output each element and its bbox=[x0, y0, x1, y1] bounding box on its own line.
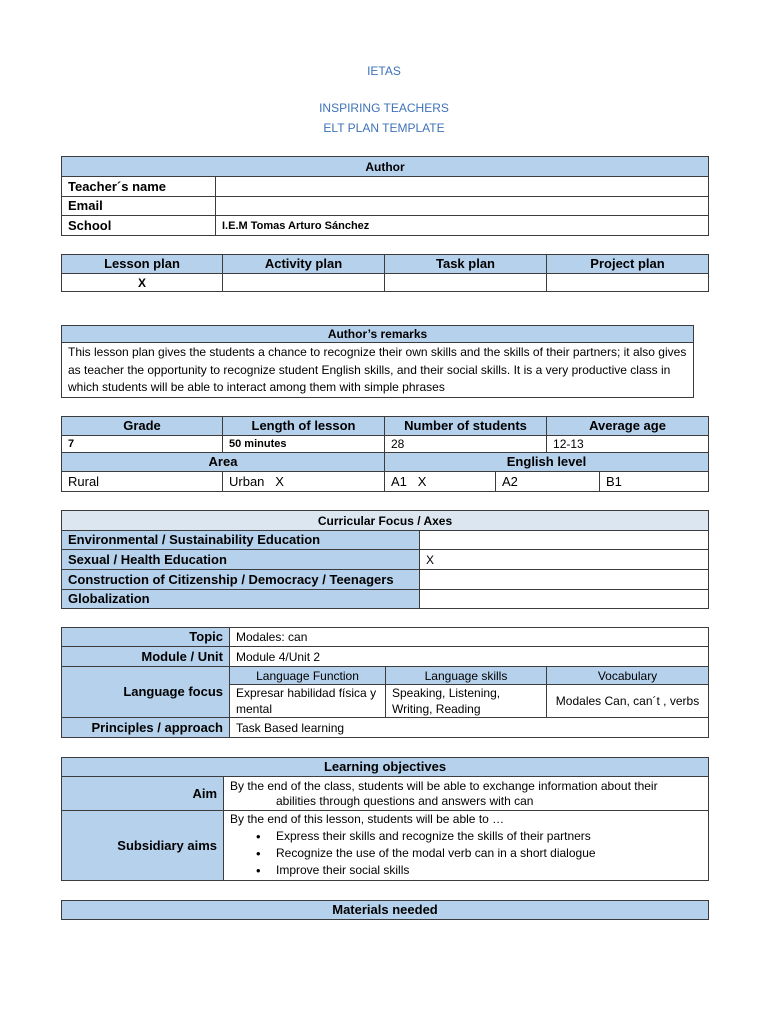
curricular-citizenship-mark[interactable] bbox=[420, 570, 709, 590]
lesson-details-table bbox=[61, 627, 709, 738]
subsidiary-aims-value[interactable] bbox=[224, 811, 709, 881]
email-label: Email bbox=[62, 197, 216, 216]
aim-line-2: abilities through questions and answers with can bbox=[276, 793, 534, 808]
vocabulary-header: Vocabulary bbox=[547, 667, 709, 685]
plan-type-table bbox=[61, 254, 709, 292]
level-b1[interactable]: B1 bbox=[600, 472, 709, 492]
plan-mark-activity[interactable] bbox=[223, 274, 385, 292]
email-field[interactable] bbox=[216, 197, 709, 216]
module-label: Module / Unit bbox=[62, 647, 230, 667]
curricular-globalization-label: Globalization bbox=[62, 590, 420, 609]
plan-col-task: Task plan bbox=[385, 255, 547, 274]
materials-table bbox=[61, 900, 709, 920]
curricular-sexual-health-label: Sexual / Health Education bbox=[62, 550, 420, 570]
curricular-table bbox=[61, 510, 709, 609]
objectives-heading: Learning objectives bbox=[62, 758, 709, 777]
language-focus-label: Language focus bbox=[62, 667, 230, 718]
language-skills-header: Language skills bbox=[386, 667, 547, 685]
curricular-environmental-mark[interactable] bbox=[420, 531, 709, 550]
principles-value[interactable]: Task Based learning bbox=[230, 718, 709, 738]
curricular-citizenship-label: Construction of Citizenship / Democracy / Teenagers bbox=[62, 570, 420, 590]
remarks-text[interactable]: This lesson plan gives the students a chance to recognize their own skills and the skills of their partners; it also gives as teacher the opportunity to recognize student English skills, and their social skills. It is a very productive class in which students will be able to interact among them with simple phrases bbox=[62, 343, 694, 398]
org-name: IETAS bbox=[367, 64, 401, 78]
english-level-header: English level bbox=[385, 453, 709, 472]
length-header: Length of lesson bbox=[223, 417, 385, 436]
remarks-table bbox=[61, 325, 694, 398]
area-header: Area bbox=[62, 453, 385, 472]
students-value[interactable]: 28 bbox=[385, 436, 547, 453]
curricular-sexual-health-mark[interactable]: X bbox=[420, 550, 709, 570]
subsidiary-item: • Recognize the use of the modal verb can in a short dialogue bbox=[230, 845, 702, 862]
class-info-table bbox=[61, 416, 709, 492]
age-header: Average age bbox=[547, 417, 709, 436]
language-skills-value[interactable]: Speaking, Listening, Writing, Reading bbox=[386, 685, 547, 718]
aim-line-1: By the end of the class, students will be able to exchange information about their bbox=[230, 778, 658, 793]
curricular-environmental-label: Environmental / Sustainability Education bbox=[62, 531, 420, 550]
program-title: INSPIRING TEACHERS bbox=[319, 101, 449, 115]
curricular-heading: Curricular Focus / Axes bbox=[62, 511, 709, 531]
subsidiary-intro: By the end of this lesson, students will be able to … bbox=[230, 812, 505, 826]
materials-heading: Materials needed bbox=[62, 901, 709, 920]
author-heading: Author bbox=[62, 157, 709, 177]
objectives-table bbox=[61, 757, 709, 881]
subsidiary-aims-label: Subsidiary aims bbox=[62, 811, 224, 881]
topic-value[interactable]: Modales: can bbox=[230, 628, 709, 647]
area-rural[interactable]: Rural bbox=[62, 472, 223, 492]
teacher-name-field[interactable] bbox=[216, 177, 709, 197]
template-title: ELT PLAN TEMPLATE bbox=[323, 121, 445, 135]
plan-mark-lesson[interactable]: X bbox=[62, 274, 223, 292]
author-table bbox=[61, 156, 709, 236]
module-value[interactable]: Module 4/Unit 2 bbox=[230, 647, 709, 667]
length-value[interactable]: 50 minutes bbox=[223, 436, 385, 453]
principles-label: Principles / approach bbox=[62, 718, 230, 738]
subsidiary-item: • Express their skills and recognize the skills of their partners bbox=[230, 828, 702, 845]
aim-value[interactable] bbox=[224, 777, 709, 811]
area-urban[interactable]: Urban X bbox=[223, 472, 385, 492]
plan-col-project: Project plan bbox=[547, 255, 709, 274]
plan-mark-project[interactable] bbox=[547, 274, 709, 292]
language-function-header: Language Function bbox=[230, 667, 386, 685]
grade-header: Grade bbox=[62, 417, 223, 436]
subsidiary-item: • Improve their social skills bbox=[230, 862, 702, 879]
aim-label: Aim bbox=[62, 777, 224, 811]
students-header: Number of students bbox=[385, 417, 547, 436]
level-a2[interactable]: A2 bbox=[496, 472, 600, 492]
level-a1[interactable]: A1 X bbox=[385, 472, 496, 492]
curricular-globalization-mark[interactable] bbox=[420, 590, 709, 609]
grade-value[interactable]: 7 bbox=[62, 436, 223, 453]
remarks-heading: Author’s remarks bbox=[62, 326, 694, 343]
subsidiary-list bbox=[230, 828, 702, 879]
plan-col-lesson: Lesson plan bbox=[62, 255, 223, 274]
language-function-value[interactable]: Expresar habilidad física y mental bbox=[230, 685, 386, 718]
school-label: School bbox=[62, 216, 216, 236]
vocabulary-value[interactable]: Modales Can, can´t , verbs bbox=[547, 685, 709, 718]
school-field[interactable]: I.E.M Tomas Arturo Sánchez bbox=[216, 216, 709, 236]
age-value[interactable]: 12-13 bbox=[547, 436, 709, 453]
teacher-name-label: Teacher´s name bbox=[62, 177, 216, 197]
topic-label: Topic bbox=[62, 628, 230, 647]
plan-col-activity: Activity plan bbox=[223, 255, 385, 274]
plan-mark-task[interactable] bbox=[385, 274, 547, 292]
